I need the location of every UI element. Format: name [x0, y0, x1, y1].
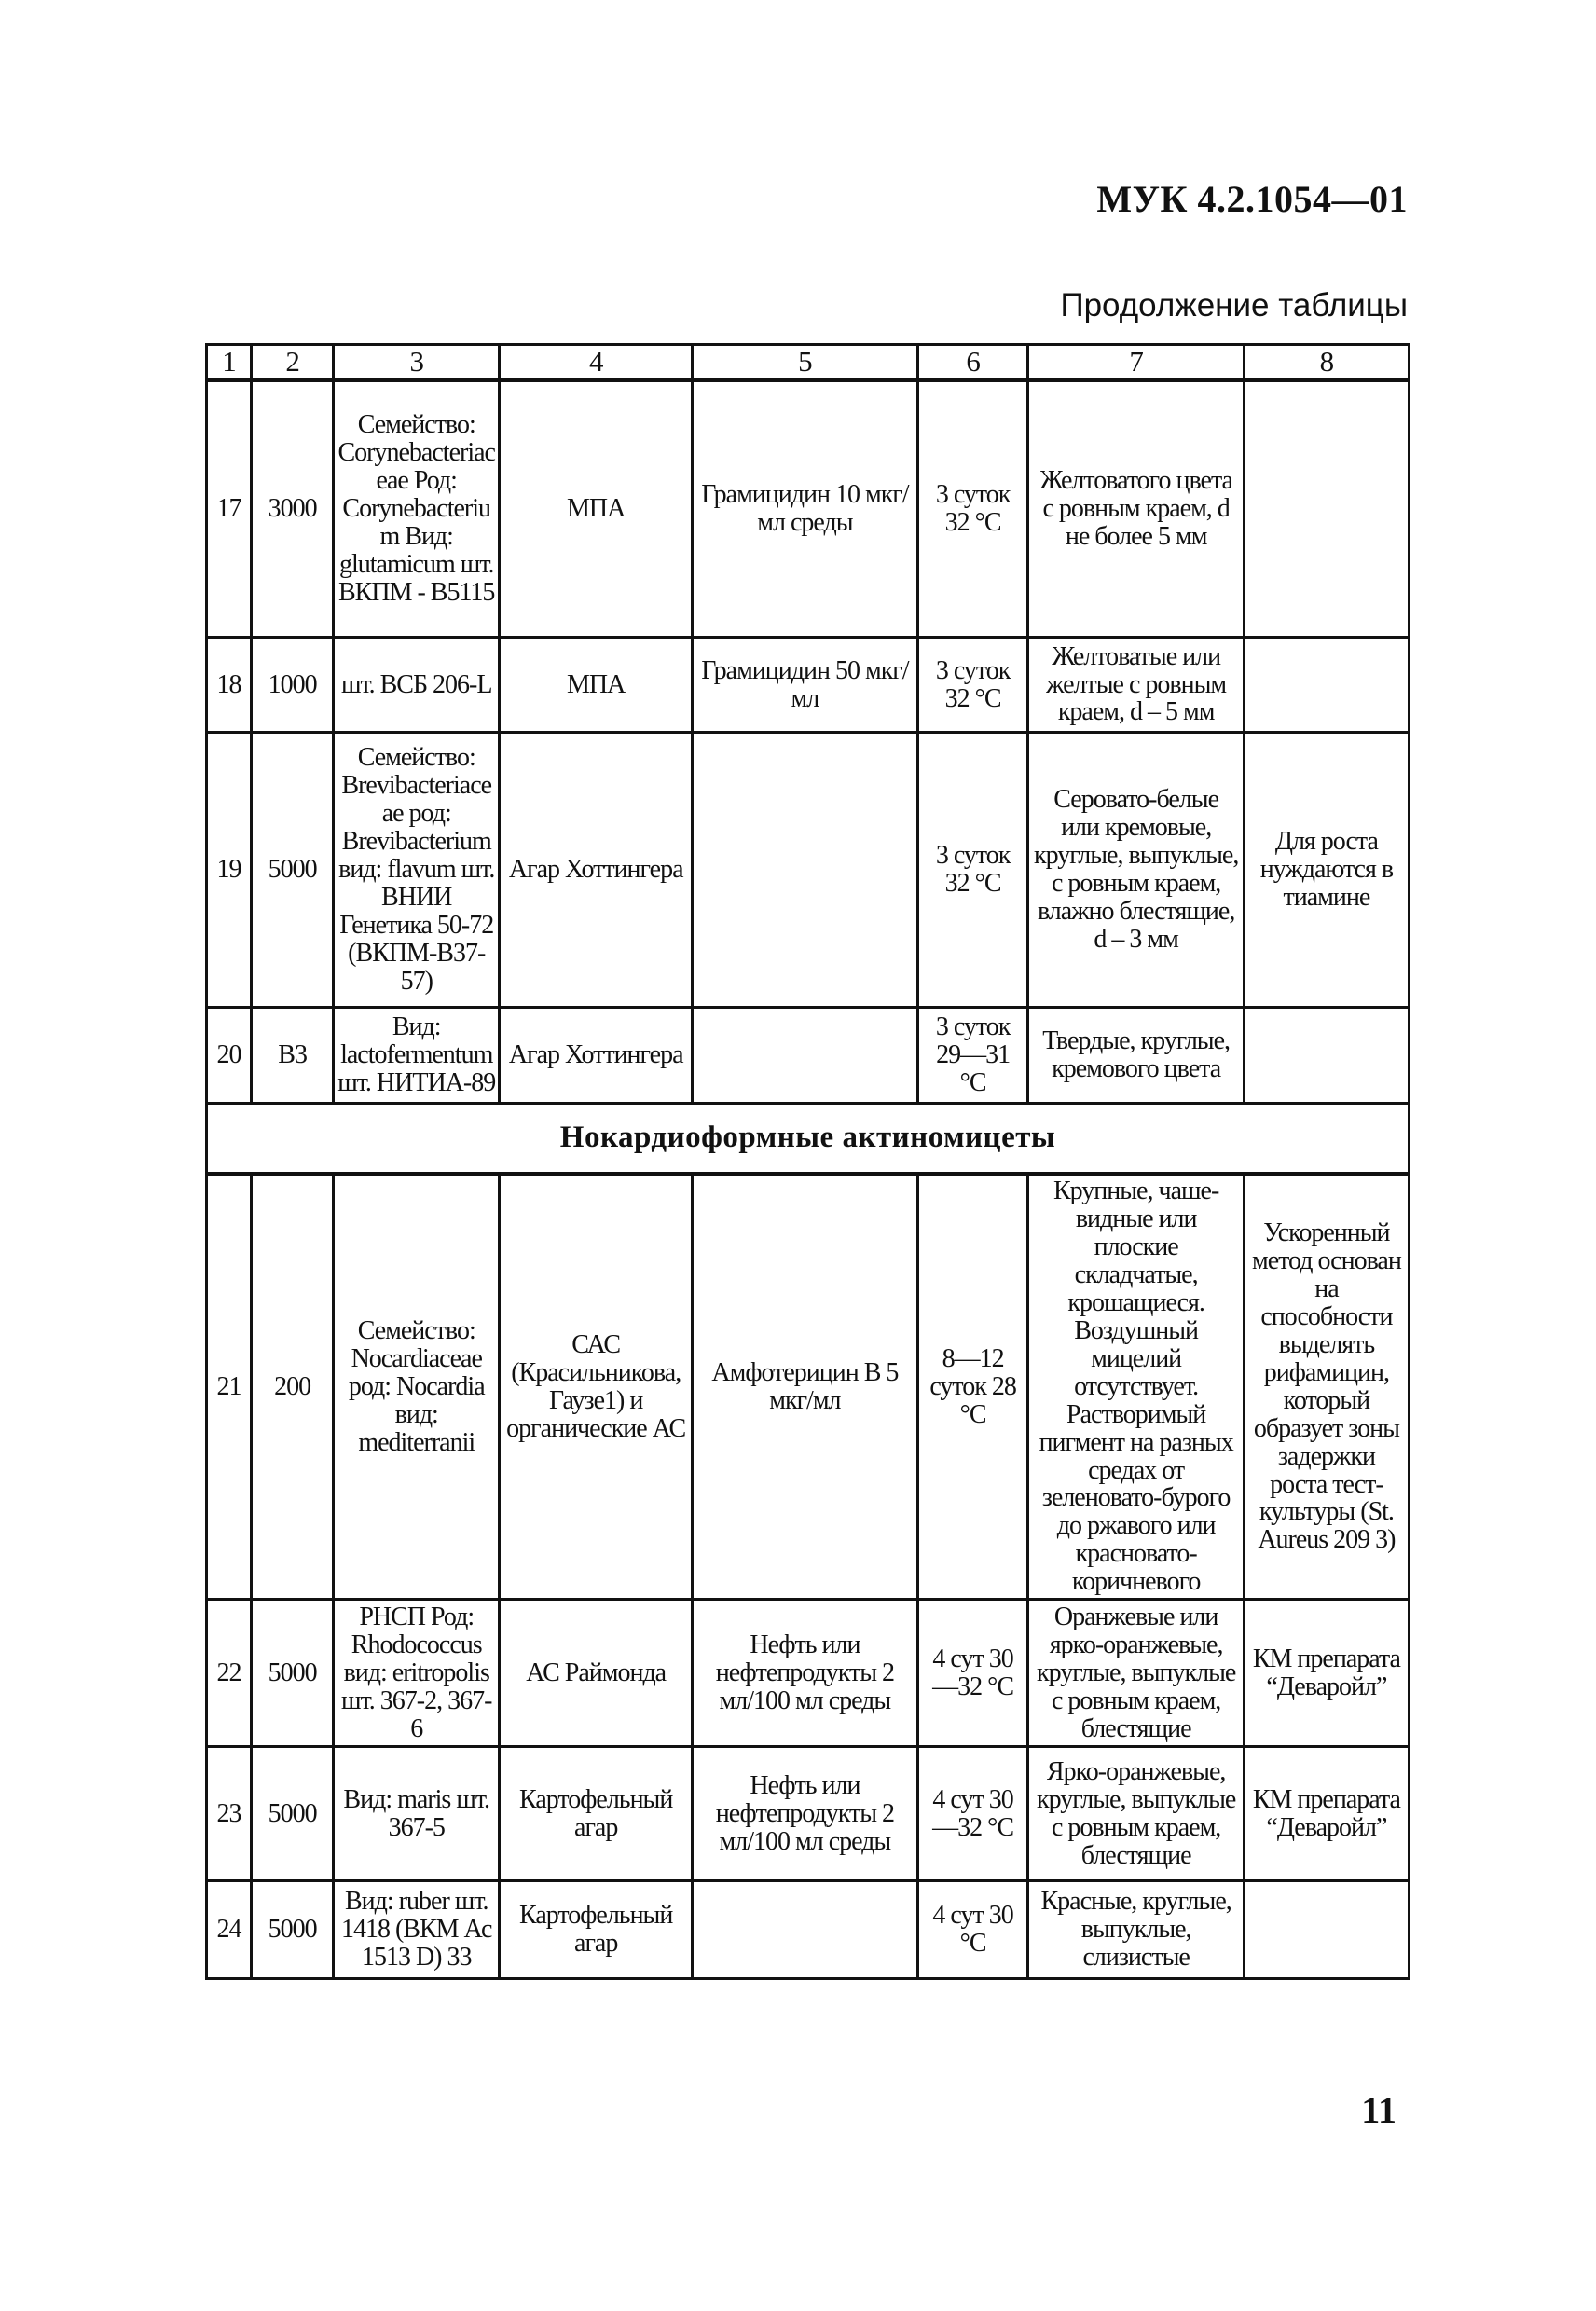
table-cell: 5000: [252, 1881, 334, 1979]
table-cell: Оранжевые или ярко-оранжевые, круглые, выпуклые с ровным краем, блестящие: [1028, 1600, 1244, 1747]
cultures-table: [205, 343, 1410, 1980]
table-row: [207, 1008, 1410, 1104]
section-title: Нокардиоформные актиномицеты: [207, 1104, 1410, 1175]
table-row: [207, 1881, 1410, 1979]
table-cell: Грамицидин 10 мкг/мл среды: [693, 380, 918, 638]
table-cell: [1244, 380, 1409, 638]
table-cell: 8—12 суток 28 °С: [917, 1174, 1028, 1600]
table-row: [207, 733, 1410, 1008]
table-cell: 23: [207, 1747, 252, 1881]
table-cell: 18: [207, 638, 252, 733]
table-cell: КМ препарата “Деваройл”: [1244, 1747, 1409, 1881]
table-cell: Желтоватого цвета с ровным краем, d не более 5 мм: [1028, 380, 1244, 638]
table-cell: Вид: ruber шт. 1418 (ВКМ Ас 1513 D) 33: [334, 1881, 500, 1979]
table-cell: 4 сут 30 °С: [917, 1881, 1028, 1979]
table-cell: [1244, 1008, 1409, 1104]
table-cell: Для роста нуждаются в тиамине: [1244, 733, 1409, 1008]
table-cell: Картофельный агар: [500, 1747, 693, 1881]
table-row: [207, 380, 1410, 638]
column-number: 7: [1028, 345, 1244, 380]
table-cell: Агар Хоттингера: [500, 733, 693, 1008]
table-cell: АС Раймонда: [500, 1600, 693, 1747]
table-cell: Грамицидин 50 мкг/мл: [693, 638, 918, 733]
column-number: 3: [334, 345, 500, 380]
table-cell: [693, 1008, 918, 1104]
table-cell: МПА: [500, 380, 693, 638]
table-cell: 3 суток 32 °С: [917, 733, 1028, 1008]
table-row: [207, 1747, 1410, 1881]
column-number: 5: [693, 345, 918, 380]
table-cell: [693, 733, 918, 1008]
table-cell: Ускоренный метод основан на способности выделять рифамицин, который образует зоны задержки роста тест-культуры (St. Aureus 209 3): [1244, 1174, 1409, 1600]
table-cell: 5000: [252, 1747, 334, 1881]
table-cell: 17: [207, 380, 252, 638]
table-cell: Нефть или нефтепродукты 2 мл/100 мл среды: [693, 1600, 918, 1747]
table-cell: 200: [252, 1174, 334, 1600]
table-continuation-label: Продолжение таблицы: [1060, 287, 1408, 323]
table-cell: 4 сут 30—32 °С: [917, 1747, 1028, 1881]
column-number: 8: [1244, 345, 1409, 380]
table-cell: Ярко-оранжевые, круглые, выпуклые с ровным краем, блестящие: [1028, 1747, 1244, 1881]
table-cell: 3 суток 32 °С: [917, 380, 1028, 638]
page-number: 11: [1361, 2089, 1396, 2131]
table-cell: Нефть или нефтепродукты 2 мл/100 мл среды: [693, 1747, 918, 1881]
column-number: 4: [500, 345, 693, 380]
table-cell: 19: [207, 733, 252, 1008]
table-cell: Агар Хоттингера: [500, 1008, 693, 1104]
table-cell: МПА: [500, 638, 693, 733]
table-cell: 3000: [252, 380, 334, 638]
table-cell: 3 суток 29—31 °С: [917, 1008, 1028, 1104]
table-cell: 3 суток 32 °С: [917, 638, 1028, 733]
table-cell: Желтоватые или желтые с ровным краем, d – 5 мм: [1028, 638, 1244, 733]
column-number: 1: [207, 345, 252, 380]
section-header-row: [207, 1104, 1410, 1175]
table-row: [207, 638, 1410, 733]
table-cell: РНСП Род: Rhodococcus вид: eritropolis шт. 367-2, 367-6: [334, 1600, 500, 1747]
table-cell: В3: [252, 1008, 334, 1104]
table-cell: Амфотерицин В 5 мкг/мл: [693, 1174, 918, 1600]
table-cell: [1244, 638, 1409, 733]
table-cell: шт. ВСБ 206-L: [334, 638, 500, 733]
table-cell: Твердые, круглые, кремового цвета: [1028, 1008, 1244, 1104]
table-cell: 4 сут 30—32 °С: [917, 1600, 1028, 1747]
column-number: 6: [917, 345, 1028, 380]
table-cell: 20: [207, 1008, 252, 1104]
table-cell: Картофельный агар: [500, 1881, 693, 1979]
table-cell: 5000: [252, 733, 334, 1008]
table-row: [207, 1174, 1410, 1600]
table-row: [207, 1600, 1410, 1747]
document-code: МУК 4.2.1054—01: [1096, 178, 1408, 220]
table-cell: Семейство: Corynebacteriaceae Род: Corynebacterium Вид: glutamicum шт. ВКПМ - В5115: [334, 380, 500, 638]
table-cell: 5000: [252, 1600, 334, 1747]
table-cell: 1000: [252, 638, 334, 733]
table-cell: Вид: lactofermentum шт. НИТИА-89: [334, 1008, 500, 1104]
table-cell: 21: [207, 1174, 252, 1600]
table-cell: Вид: maris шт. 367-5: [334, 1747, 500, 1881]
table-cell: 22: [207, 1600, 252, 1747]
column-number-row: [207, 345, 1410, 380]
table-cell: КМ препарата “Деваройл”: [1244, 1600, 1409, 1747]
table-cell: САС (Красильникова, Гаузе1) и органические АС: [500, 1174, 693, 1600]
table-cell: Красные, круглые, выпуклые, слизистые: [1028, 1881, 1244, 1979]
table-cell: Серовато-белые или кремовые, круглые, выпуклые, с ровным краем, влажно блестящие, d – 3 мм: [1028, 733, 1244, 1008]
table-cell: [693, 1881, 918, 1979]
table-cell: Семейство: Brevibacteriaceae род: Brevibacterium вид: flavum шт. ВНИИ Генетика 50-72 (ВКПМ-В37-57): [334, 733, 500, 1008]
table-cell: Крупные, чаше-видные или плоские складчатые, крошащиеся. Воздушный мицелий отсутствует. Растворимый пигмент на разных средах от зеленовато-бурого до ржавого или красновато-коричневого: [1028, 1174, 1244, 1600]
column-number: 2: [252, 345, 334, 380]
table-cell: 24: [207, 1881, 252, 1979]
table-cell: Семейство: Nocardiaceae род: Nocardia вид: mediterranii: [334, 1174, 500, 1600]
table-cell: [1244, 1881, 1409, 1979]
